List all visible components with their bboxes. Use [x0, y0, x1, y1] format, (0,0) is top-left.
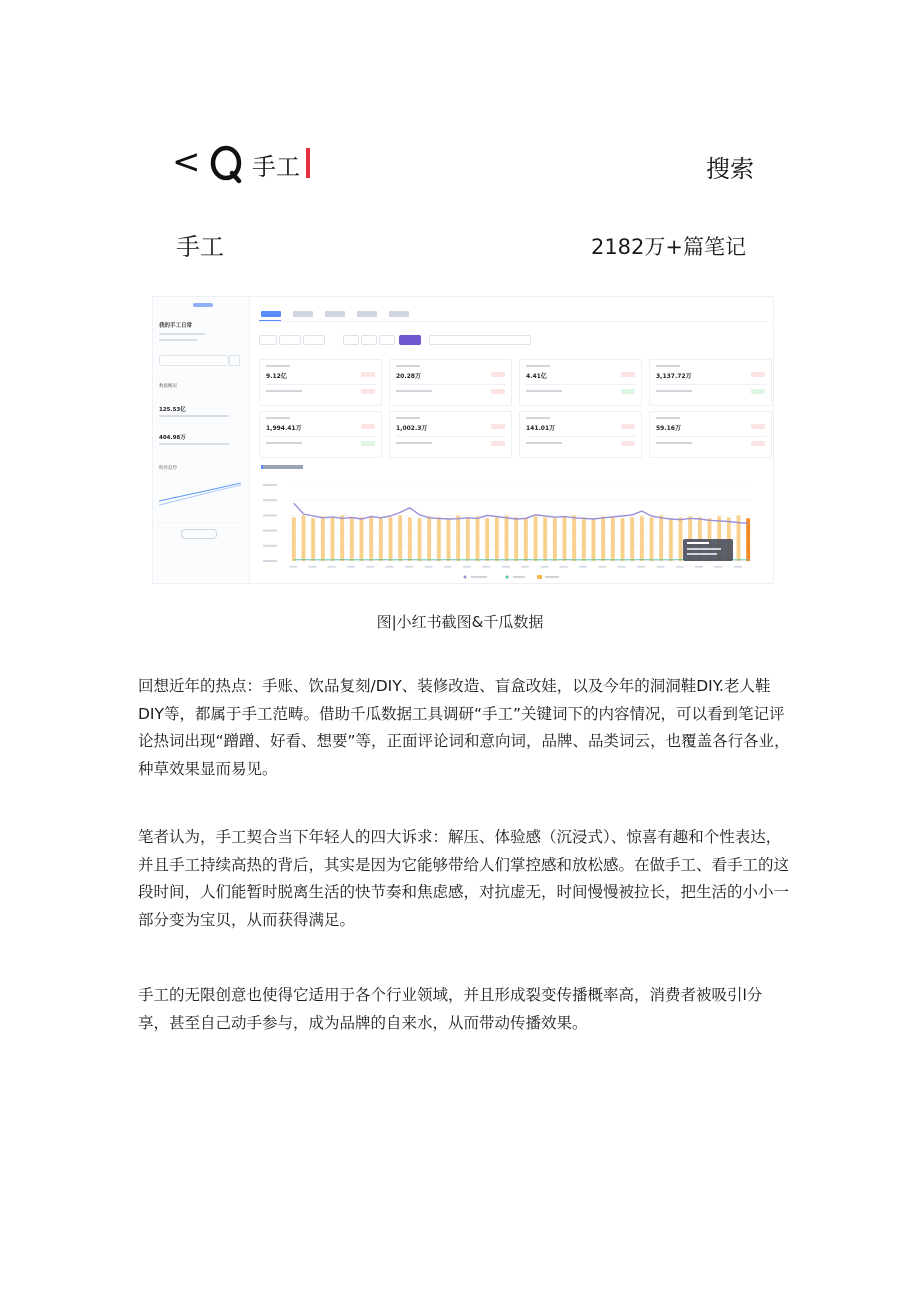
dashboard-logo	[193, 303, 213, 307]
bar	[640, 516, 644, 561]
bar	[389, 517, 393, 561]
kpi-value: 9.12亿	[266, 373, 287, 380]
kpi-card	[389, 411, 512, 458]
filter-button[interactable]	[361, 335, 377, 345]
text-cursor	[306, 148, 310, 178]
kpi-card	[649, 359, 772, 406]
bar	[369, 516, 373, 561]
legend-marker	[464, 576, 467, 579]
bar	[321, 516, 325, 561]
sidebar-title: 我的手工日常	[159, 323, 193, 329]
bar	[543, 517, 547, 561]
bar	[427, 516, 431, 561]
bar	[659, 515, 663, 561]
x-tick-label	[308, 566, 316, 568]
search-button[interactable]: 搜索	[706, 155, 754, 183]
x-tick-label	[521, 566, 529, 568]
kpi-card	[389, 359, 512, 406]
bar	[572, 515, 576, 561]
tab-kol-analysis[interactable]	[293, 311, 313, 317]
bar	[447, 518, 451, 561]
bar	[302, 515, 306, 561]
filter-button[interactable]	[303, 335, 325, 345]
bar	[601, 516, 605, 561]
dashboard-sidebar	[153, 297, 250, 583]
dashboard-main	[253, 297, 773, 583]
sidebar-section-trend: 粉丝趋势	[159, 466, 177, 471]
filter-button-active[interactable]	[399, 335, 421, 345]
y-tick-label	[263, 560, 277, 562]
bar	[505, 515, 509, 561]
trend-chart	[255, 475, 773, 583]
result-tag[interactable]: 手工	[176, 233, 224, 261]
bar	[514, 517, 518, 561]
bar	[524, 518, 528, 561]
legend-label	[513, 576, 525, 578]
tab-comments[interactable]	[389, 311, 409, 317]
x-tick-label	[579, 566, 587, 568]
legend-marker	[506, 576, 509, 579]
y-tick-label	[263, 499, 277, 501]
tooltip-line	[687, 548, 721, 550]
x-tick-label	[424, 566, 432, 568]
filter-button[interactable]	[259, 335, 277, 345]
active-tab-indicator	[259, 320, 281, 321]
x-tick-label	[405, 566, 413, 568]
chart-tooltip	[683, 539, 733, 561]
tooltip-line	[687, 553, 717, 555]
bar	[485, 518, 489, 561]
sidebar-meta-line	[159, 415, 229, 417]
tab-product[interactable]	[357, 311, 377, 317]
bar	[466, 517, 470, 561]
legend-marker	[537, 575, 542, 579]
x-tick-label	[463, 566, 471, 568]
x-tick-label	[366, 566, 374, 568]
filter-button[interactable]	[379, 335, 395, 345]
x-tick-label	[560, 566, 568, 568]
paragraph-1: 回想近年的热点：手账、饮品复刻/DIY、装修改造、盲盒改娃，以及今年的洞洞鞋DIY.老人鞋DIY等，都属于手工范畴。借助千瓜数据工具调研“手工”关键词下的内容情况，可以看到笔记评论热词出现“蹭蹭、好看、想要”等，正面评论词和意向词，品牌、品类词云，也覆盖各行各业，种草效果显而易见。	[138, 677, 790, 778]
x-tick-label	[676, 566, 684, 568]
bar	[311, 518, 315, 561]
bar	[669, 518, 673, 561]
kpi-card	[519, 359, 642, 406]
kpi-value: 1,994.41万	[266, 425, 302, 432]
x-tick-label	[540, 566, 548, 568]
bar	[476, 516, 480, 561]
sidebar-metric-value: 404.98万	[159, 435, 186, 441]
bar	[331, 517, 335, 561]
x-tick-label	[444, 566, 452, 568]
chart-legend	[464, 575, 560, 579]
filter-button[interactable]	[343, 335, 359, 345]
x-tick-label	[289, 566, 297, 568]
x-tick-label	[598, 566, 606, 568]
y-tick-label	[263, 545, 277, 547]
x-tick-label	[714, 566, 722, 568]
sidebar-qr-button[interactable]	[229, 355, 240, 366]
filter-button[interactable]	[279, 335, 301, 345]
bar	[292, 517, 296, 561]
bar	[360, 517, 364, 561]
sidebar-metric-value: 125.53亿	[159, 407, 186, 413]
kpi-card	[649, 411, 772, 458]
bar	[592, 518, 596, 561]
bar	[350, 518, 354, 561]
bar	[398, 515, 402, 561]
result-summary	[176, 229, 746, 269]
bar	[621, 518, 625, 561]
paragraph-3: 手工的无限创意也使得它适用于各个行业领域，并且形成裂变传播概率高，消费者被吸引l分享，甚至自己动手参与，成为品牌的自来水，从而带动传播效果。	[138, 986, 763, 1032]
kpi-value: 20.28万	[396, 373, 421, 380]
x-tick-label	[637, 566, 645, 568]
search-icon	[208, 144, 248, 184]
sidebar-more-button[interactable]	[181, 529, 217, 539]
bar	[340, 515, 344, 561]
date-range-picker[interactable]	[429, 335, 531, 345]
x-tick-label	[695, 566, 703, 568]
filter-bar	[259, 335, 759, 344]
x-tick-label	[656, 566, 664, 568]
x-tick-label	[328, 566, 336, 568]
x-tick-label	[386, 566, 394, 568]
sidebar-meta-line	[159, 333, 205, 335]
bar	[553, 518, 557, 561]
y-tick-label	[263, 530, 277, 532]
kpi-card	[259, 411, 382, 458]
search-input[interactable]: 手工	[252, 153, 300, 181]
legend-label	[471, 576, 487, 578]
tab-brand[interactable]	[325, 311, 345, 317]
bar	[630, 517, 634, 561]
x-tick-label	[502, 566, 510, 568]
bar	[611, 517, 615, 561]
dashboard-tabs	[259, 311, 769, 322]
note-count: 2182万+篇笔记	[590, 235, 746, 259]
bar	[437, 517, 441, 561]
chart-title	[261, 465, 303, 469]
bar	[408, 517, 412, 561]
kpi-value: 59.16万	[656, 425, 681, 432]
kpi-value: 1,002.3万	[396, 425, 428, 432]
bar	[582, 517, 586, 561]
kpi-card	[519, 411, 642, 458]
kpi-card	[259, 359, 382, 406]
legend-label	[545, 576, 559, 578]
sidebar-search-input[interactable]	[159, 355, 229, 366]
paragraph-2: 笔者认为，手工契合当下年轻人的四大诉求：解压、体验感（沉浸式）、惊喜有趣和个性表达，并且手工持续高热的背后，其实是因为它能够带给人们掌控感和放松感。在做手工、看手工的这段时间，人们能暂时脱离生活的快节奏和焦虑感，对抗虚无，时间慢慢被拉长，把生活的小小一部分变为宝贝，从而获得满足。	[138, 828, 790, 929]
bar	[379, 518, 383, 561]
bar	[563, 517, 567, 561]
bar	[534, 516, 538, 561]
y-tick-label	[263, 514, 277, 516]
bar	[495, 517, 499, 561]
search-bar	[172, 140, 762, 190]
chart-bars	[292, 515, 750, 561]
x-tick-label	[482, 566, 490, 568]
bar	[679, 517, 683, 561]
kpi-value: 3,137.72万	[656, 373, 692, 380]
x-tick-label	[347, 566, 355, 568]
sidebar-meta-line	[159, 443, 229, 445]
sidebar-section-overview: 数据概况	[159, 384, 177, 389]
x-tick-label	[618, 566, 626, 568]
figure-caption: 图|小红书截图&千瓜数据	[376, 613, 544, 631]
y-tick-label	[263, 484, 277, 486]
tab-note-analysis[interactable]	[261, 311, 281, 317]
bar	[418, 518, 422, 561]
kpi-value: 4.41亿	[526, 373, 547, 380]
sidebar-trend-chart	[157, 479, 243, 527]
dashboard-screenshot	[152, 296, 774, 584]
bar	[746, 518, 750, 561]
bar	[650, 517, 654, 561]
kpi-value: 141.01万	[526, 425, 556, 432]
sidebar-meta-line	[159, 339, 197, 341]
tooltip-line	[687, 542, 709, 544]
x-tick-label	[734, 566, 742, 568]
bar	[456, 515, 460, 561]
back-icon[interactable]: <	[172, 142, 201, 182]
